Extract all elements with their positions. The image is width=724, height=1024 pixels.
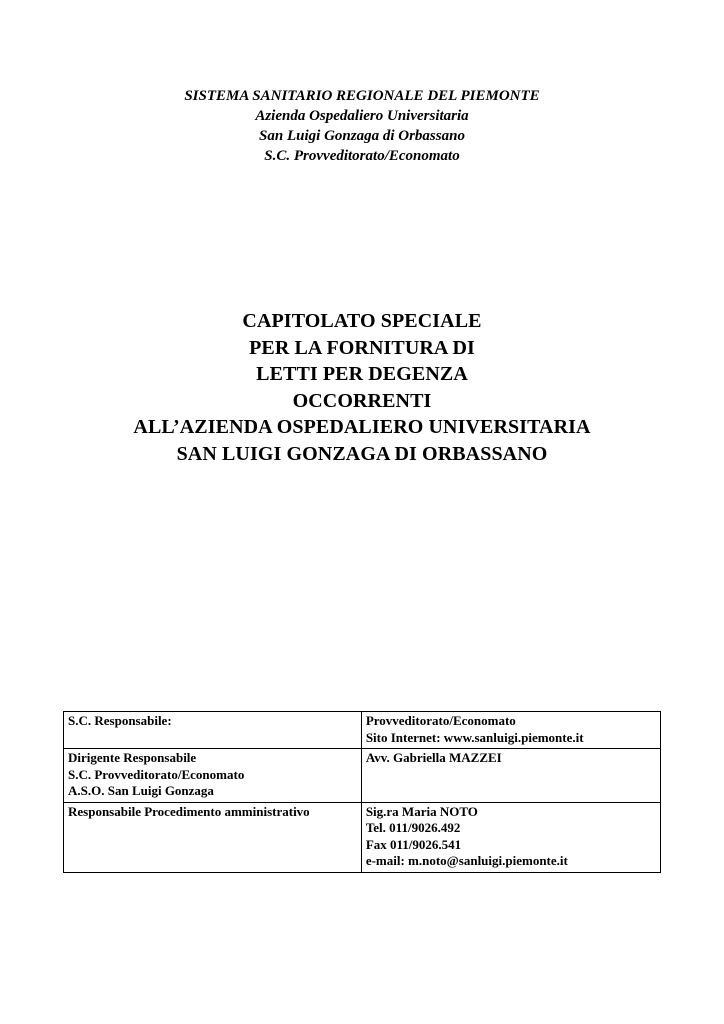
header-line-location: San Luigi Gonzaga di Orbassano: [259, 128, 465, 144]
cell-line: S.C. Provveditorato/Economato: [68, 766, 245, 782]
document-header: [0, 86, 724, 166]
cell-line: Dirigente Responsabile: [68, 750, 197, 765]
title-line-2: PER LA FORNITURA DI: [249, 336, 475, 359]
table-cell-value: [361, 749, 660, 803]
table-row: [64, 749, 661, 803]
phone-text: Tel. 011/9026.492: [365, 820, 461, 835]
cell-line: Avv. Gabriella MAZZEI: [365, 750, 502, 765]
website-text: Sito Internet: www.sanluigi.piemonte.it: [365, 729, 584, 745]
title-line-6: SAN LUIGI GONZAGA DI ORBASSANO: [176, 442, 548, 465]
table-cell-value: [361, 802, 660, 872]
title-line-1: CAPITOLATO SPECIALE: [242, 310, 482, 332]
header-line-region: SISTEMA SANITARIO REGIONALE DEL PIEMONTE: [184, 88, 540, 104]
table-row: [64, 712, 661, 749]
header-line-hospital: Azienda Ospedaliero Universitaria: [255, 108, 469, 124]
table-cell-label: [64, 802, 362, 872]
document-title: [0, 308, 724, 467]
title-line-3: LETTI PER DEGENZA: [256, 363, 468, 385]
responsibility-table: [63, 711, 661, 873]
cell-line: A.S.O. San Luigi Gonzaga: [68, 783, 214, 798]
title-line-4: OCCORRENTI: [292, 389, 432, 412]
table-cell-value: [361, 712, 660, 749]
cell-line: Provveditorato/Economato: [365, 713, 516, 728]
title-line-5: ALL’AZIENDA OSPEDALIERO UNIVERSITARIA: [133, 416, 591, 438]
table-row: [64, 802, 661, 872]
fax-text: Fax 011/9026.541: [365, 836, 462, 852]
header-line-department: S.C. Provveditorato/Economato: [264, 148, 460, 164]
cell-line: Responsabile Procedimento amministrativo: [68, 803, 310, 819]
cell-line: Sig.ra Maria NOTO: [365, 803, 478, 819]
table-cell-label: [64, 712, 362, 749]
cell-line: S.C. Responsabile:: [68, 713, 172, 728]
email-text: e-mail: m.noto@sanluigi.piemonte.it: [365, 853, 568, 868]
table-cell-label: [64, 749, 362, 803]
